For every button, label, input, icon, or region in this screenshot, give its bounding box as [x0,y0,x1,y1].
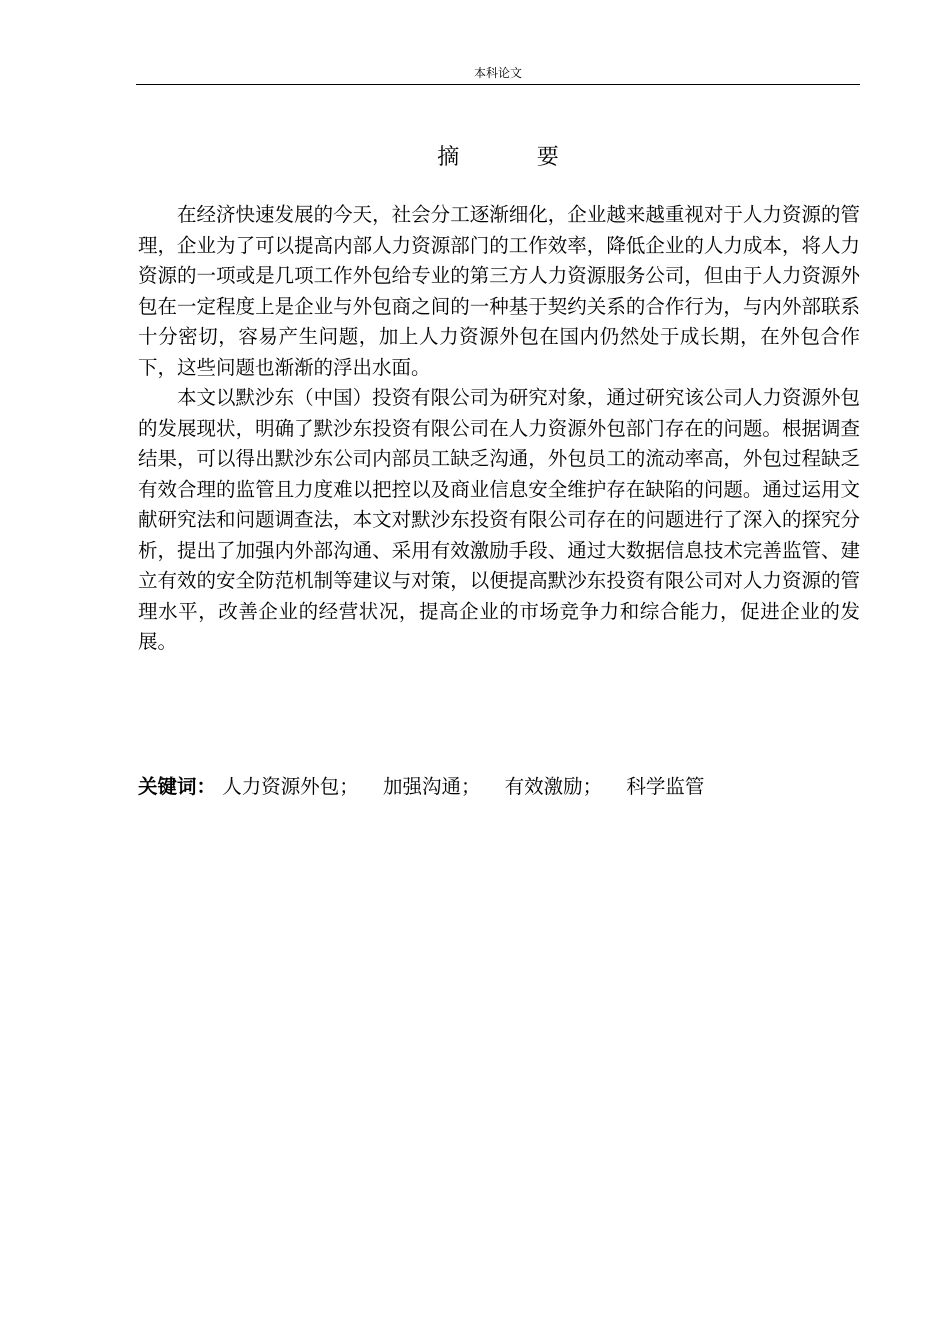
keyword-item: 人力资源外包； [222,775,359,798]
keyword-item: 加强沟通； [382,775,481,798]
abstract-paragraph-1: 在经济快速发展的今天，社会分工逐渐细化，企业越来越重视对于人力资源的管理，企业为了可以提高内部人力资源部门的工作效率，降低企业的人力成本，将人力资源的一项或是几项工作外包给专业的第三方人力资源服务公司，但由于人力资源外包在一定程度上是企业与外包商之间的一种基于契约关系的合作行为，与内外部联系十分密切，容易产生问题，加上人力资源外包在国内仍然处于成长期，在外包合作下，这些问题也渐渐的浮出水面。 [138,203,860,379]
keywords-label: 关键词： [138,775,217,798]
keywords-line [138,772,860,802]
abstract-title: 摘 要 [437,145,594,170]
abstract-paragraph-2: 本文以默沙东（中国）投资有限公司为研究对象，通过研究该公司人力资源外包的发展现状，明确了默沙东投资有限公司在人力资源外包部门存在的问题。根据调查结果，可以得出默沙东公司内部员工缺乏沟通，外包员工的流动率高，外包过程缺乏有效合理的监管且力度难以把控以及商业信息安全维护存在缺陷的问题。通过运用文献研究法和问题调查法，本文对默沙东投资有限公司存在的问题进行了深入的探究分析，提出了加强内外部沟通、采用有效激励手段、通过大数据信息技术完善监管、建立有效的安全防范机制等建议与对策，以便提高默沙东投资有限公司对人力资源的管理水平，改善企业的经营状况，提高企业的市场竞争力和综合能力，促进企业的发展。 [138,386,860,653]
running-title: 本科论文 [473,66,522,80]
keyword-item: 有效激励； [504,775,603,798]
page-header [136,62,860,85]
abstract-body [138,200,860,658]
keyword-item: 科学监管 [626,775,705,798]
